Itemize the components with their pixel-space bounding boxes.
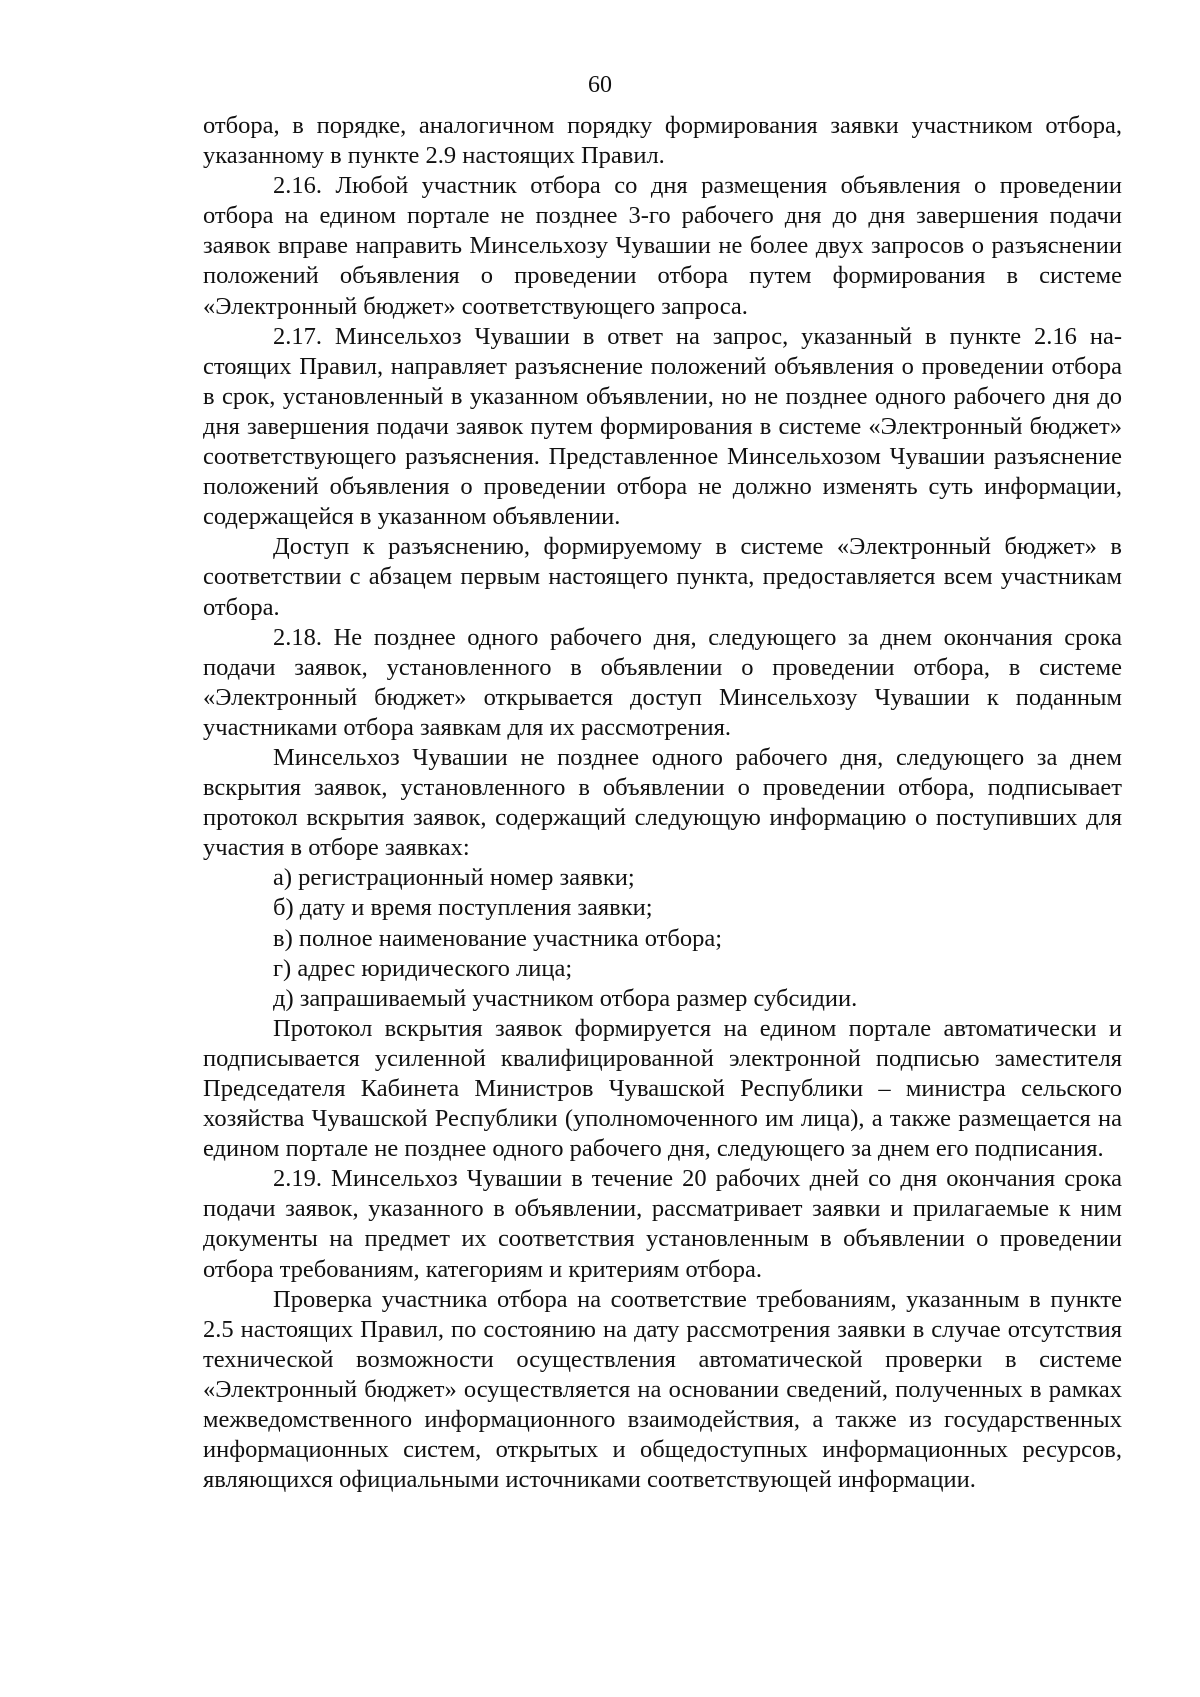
paragraph-protocol-signing: Протокол вскрытия заявок формируется на едином портале автоматически и подписывается усиленной квалифицированной электронной подписью заместителя Председателя Кабинета Министров Чувашской Республики – министра сельского хозяйства Чувашской Республики (уполномоченного им лица), а также размещается на едином портале не позднее одного рабочего дня, следующего за днем его подписания.: [203, 1014, 1122, 1163]
paragraph-continuation: отбора, в порядке, аналогичном порядку формирования заявки участником отбора, указанному в пункте 2.9 настоящих Правил.: [203, 112, 1122, 170]
paragraph-2-18: 2.18. Не позднее одного рабочего дня, следующего за днем окончания срока подачи заявок, установленного в объявлении о проведении отбора, в системе «Электронный бюджет» открывается доступ Минсельхозу Чувашии к поданным участниками отбора заявкам для их рассмотрения.: [203, 623, 1122, 741]
list-item-b: б) дату и время поступления заявки;: [273, 894, 653, 922]
paragraph-participant-check: Проверка участника отбора на соответствие требованиям, указанным в пункте 2.5 настоящих Правил, по состоянию на дату рассмотрения заявки в случае отсутствия технической возможности осуществления автоматической проверки в системе «Электронный бюджет» осуществляется на основании сведений, полученных в рамках межведомственного информационного взаимодействия, а также из государственных информационных систем, открытых и общедоступных информационных ресурсов, являющихся официальными источниками соответствующей информации.: [203, 1285, 1122, 1494]
page-number: 60: [588, 72, 612, 98]
list-item-d: д) запрашиваемый участником отбора размер субсидии.: [273, 984, 858, 1012]
document-body: [203, 111, 1122, 1495]
paragraph-2-17: 2.17. Минсельхоз Чувашии в ответ на запрос, указанный в пункте 2.16 настоящих Правил, направляет разъяснение положений объявления о проведении отбора в срок, установленный в указанном объявлении, но не позднее одного рабочего дня до дня завершения подачи заявок путем формирования в системе «Электронный бюджет» соответствующего разъяснения. Представленное Минсельхозом Чувашии разъяснение положений объявления о проведении отбора не должно изменять суть информации, содержащейся в указанном объявлении.: [203, 322, 1122, 531]
paragraph-2-16: 2.16. Любой участник отбора со дня размещения объявления о проведении отбора на едином портале не позднее 3-го рабочего дня до дня завершения подачи заявок вправе направить Минсельхозу Чувашии не более двух запросов о разъяснении положений объявления о проведении отбора путем формирования в системе «Электронный бюджет» соответствующего запроса.: [203, 172, 1122, 320]
list-item-a: а) регистрационный номер заявки;: [273, 864, 635, 892]
list-item-g: г) адрес юридического лица;: [273, 954, 573, 982]
paragraph-2-19: 2.19. Минсельхоз Чувашии в течение 20 рабочих дней со дня окончания срока подачи заявок, указанного в объявлении, рассматривает заявки и прилагаемые к ним документы на предмет их соответствия установленным в объявлении о проведении отбора требованиям, категориям и критериям отбора.: [203, 1165, 1122, 1283]
paragraph-opening-protocol: Минсельхоз Чувашии не позднее одного рабочего дня, следующего за днем вскрытия заявок, установленного в объявлении о проведении отбора, подписывает протокол вскрытия заявок, содержащий следующую информацию о поступивших для участия в отборе заявках:: [203, 743, 1122, 862]
list-item-v: в) полное наименование участника отбора;: [273, 924, 723, 952]
paragraph-access-to-clarification: Доступ к разъяснению, формируемому в системе «Электронный бюджет» в соответствии с абзацем первым настоящего пункта, предоставляется всем участникам отбора.: [203, 533, 1122, 621]
